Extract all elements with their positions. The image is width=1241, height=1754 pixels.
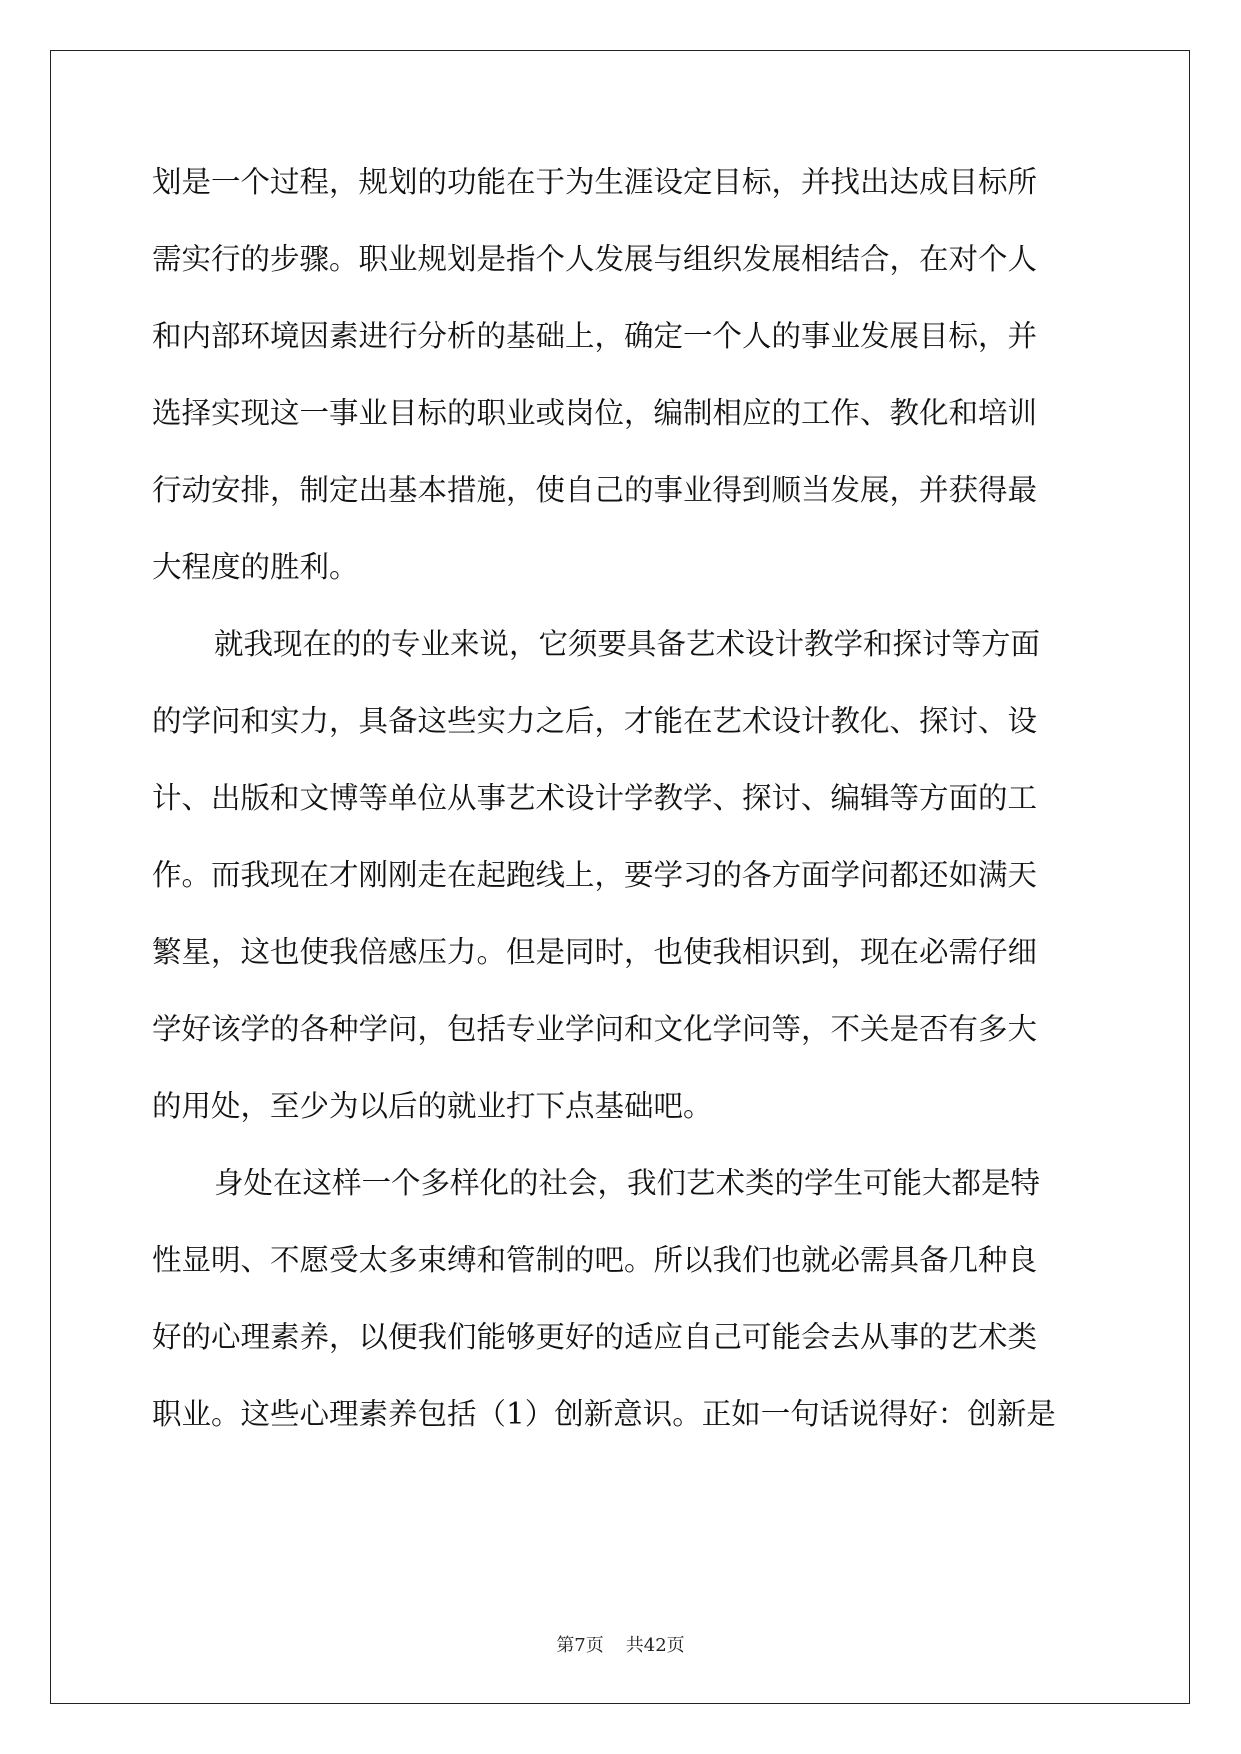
text-line: 繁星，这也使我倍感压力。但是同时，也使我相识到，现在必需仔细	[152, 935, 1038, 969]
text-line: 大程度的胜利。	[152, 550, 359, 584]
text-line: 性显明、不愿受太多束缚和管制的吧。所以我们也就必需具备几种良	[152, 1243, 1038, 1277]
page-footer	[0, 1631, 1241, 1657]
document-body	[152, 154, 1088, 1463]
text-line: 的用处，至少为以后的就业打下点基础吧。	[152, 1089, 713, 1123]
text-line: 划是一个过程，规划的功能在于为生涯设定目标，并找出达成目标所	[152, 165, 1038, 199]
text-line: 作。而我现在才刚刚走在起跑线上，要学习的各方面学问都还如满天	[152, 858, 1038, 892]
text-line: 学好该学的各种学问，包括专业学问和文化学问等，不关是否有多大	[152, 1012, 1038, 1046]
text-line: 选择实现这一事业目标的职业或岗位，编制相应的工作、教化和培训	[152, 396, 1038, 430]
text-line-content: 就我现在的的专业来说，它须要具备艺术设计教学和探讨等方面	[214, 627, 1041, 661]
text-line: 行动安排，制定出基本措施，使自己的事业得到顺当发展，并获得最	[152, 473, 1038, 507]
text-line: 和内部环境因素进行分析的基础上，确定一个人的事业发展目标，并	[152, 319, 1038, 353]
text-line	[152, 616, 1088, 693]
paragraph	[152, 154, 1088, 616]
text-line: 计、出版和文博等单位从事艺术设计学教学、探讨、编辑等方面的工	[152, 781, 1038, 815]
text-line	[152, 1155, 1088, 1232]
page-number: 第7页	[556, 1635, 604, 1656]
text-line: 好的心理素养，以便我们能够更好的适应自己可能会去从事的艺术类	[152, 1320, 1038, 1354]
paragraph	[152, 1155, 1088, 1463]
page-total: 共42页	[625, 1635, 685, 1656]
text-line: 职业。这些心理素养包括（1）创新意识。正如一句话说得好：创新是	[152, 1397, 1056, 1431]
paragraph	[152, 616, 1088, 1155]
text-line: 需实行的步骤。职业规划是指个人发展与组织发展相结合，在对个人	[152, 242, 1038, 276]
text-line-content: 身处在这样一个多样化的社会，我们艺术类的学生可能大都是特	[214, 1166, 1041, 1200]
text-line: 的学问和实力，具备这些实力之后，才能在艺术设计教化、探讨、设	[152, 704, 1038, 738]
